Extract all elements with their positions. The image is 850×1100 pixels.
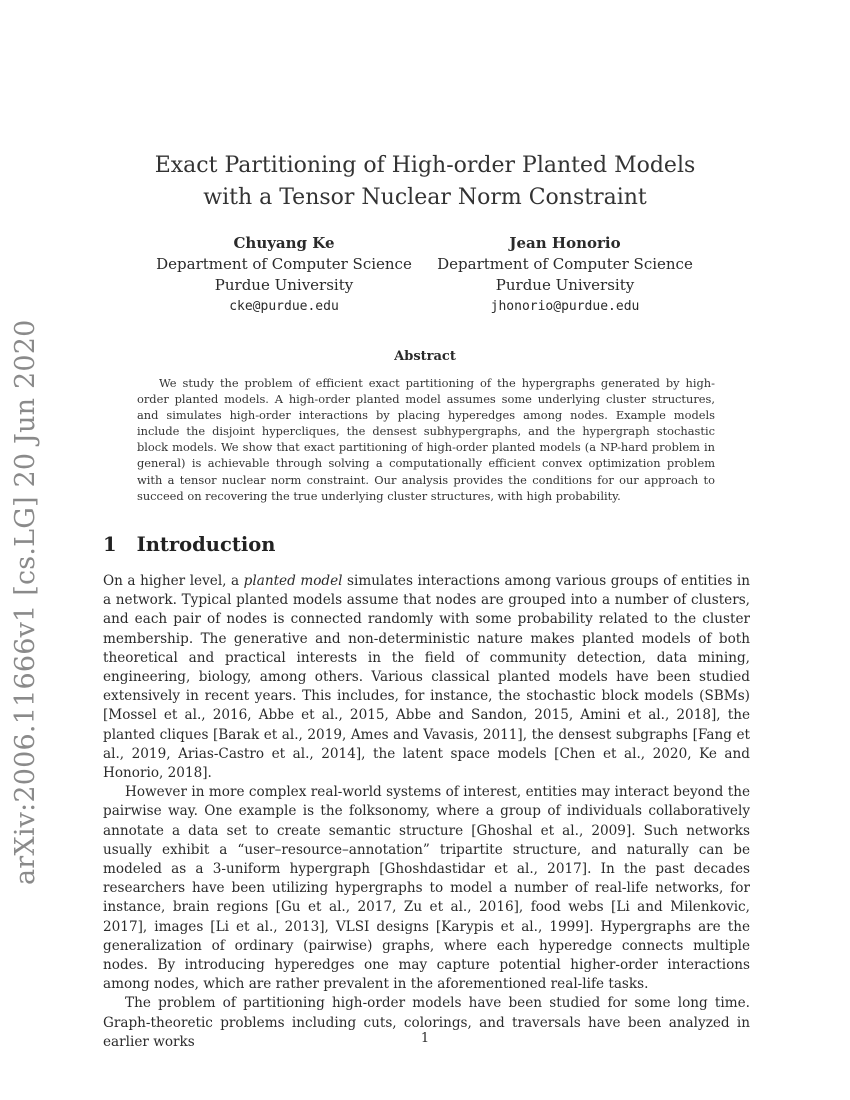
author-block-1 (134, 233, 434, 317)
paragraph-2: However in more complex real-world systems of interest, entities may interact beyond the pairwise way. One example is the folksonomy, where a group of individuals collaboratively annotate a data set to create semantic structure [Ghoshal et al., 2009]. Such networks usually exhibit a “user–resource–annotation” tripartite structure, and naturally can be modeled as a 3-uniform hypergraph [Ghoshdastidar et al., 2017]. In the past decades researchers have been utilizing hypergraphs to model a number of real-life networks, for instance, brain regions [Gu et al., 2017, Zu et al., 2016], food webs [Li and Milenkovic, 2017], images [Li et al., 2013], VLSI designs [Karypis et al., 1999]. Hypergraphs are the generalization of ordinary (pairwise) graphs, where each hyperedge connects multiple nodes. By introducing hyperedges one may capture potential higher-order interactions among nodes, which are rather prevalent in the aforementioned real-life tasks. (103, 784, 750, 993)
page-number: 1 (420, 1031, 430, 1046)
paper-title-line-2: with a Tensor Nuclear Norm Constraint (203, 185, 647, 210)
body-text (103, 572, 750, 1052)
abstract-heading: Abstract (394, 349, 456, 364)
author-department: Department of Computer Science (156, 255, 412, 273)
abstract-body (137, 375, 715, 504)
author-block-2 (415, 233, 715, 317)
author-university: Purdue University (214, 276, 354, 294)
section-title: Introduction (136, 533, 276, 556)
paragraph-1: On a higher level, a planted model simulates interactions among various groups of entities in a network. Typical planted models assume that nodes are grouped into a number of clusters, and each pair of nodes is connected randomly with some probability related to the cluster membership. The generative and non-deterministic nature makes planted models of both theoretical and practical interests in the field of community detection, data mining, engineering, biology, among others. Various classical planted models have been studied extensively in recent years. This includes, for instance, the stochastic block models (SBMs) [Mossel et al., 2016, Abbe et al., 2015, Abbe and Sandon, 2015, Amini et al., 2018], the planted cliques [Barak et al., 2019, Ames and Vavasis, 2011], the densest subgraphs [Fang et al., 2019, Arias-Castro et al., 2014], the latent space models [Chen et al., 2020, Ke and Honorio, 2018]. (103, 573, 750, 782)
paper-title-line-1: Exact Partitioning of High-order Planted Models (154, 153, 696, 178)
section-number: 1 (103, 533, 117, 556)
author-name: Jean Honorio (509, 234, 621, 252)
emphasis-planted-model: planted model (243, 573, 343, 589)
author-email: cke@purdue.edu (229, 299, 339, 314)
paragraph-3: The problem of partitioning high-order models have been studied for some long time. Graph-theoretic problems including cuts, colorings, and traversals have been analyzed in earlier works (103, 995, 750, 1050)
author-email: jhonorio@purdue.edu (490, 299, 640, 314)
section-heading (103, 533, 275, 556)
author-university: Purdue University (495, 276, 635, 294)
arxiv-identifier: arXiv:2006.11666v1 [cs.LG] 20 Jun 2020 (10, 319, 41, 885)
author-department: Department of Computer Science (437, 255, 693, 273)
author-name: Chuyang Ke (233, 234, 335, 252)
abstract-text: We study the problem of efficient exact partitioning of the hypergraphs generated by high-order planted models. A high-order planted model assumes some underlying cluster structures, and simulates high-order interactions by placing hyperedges among nodes. Example models include the disjoint hypercliques, the densest subhypergraphs, and the hypergraph stochastic block models. We show that exact partitioning of high-order planted models (a NP-hard problem in general) is achievable through solving a computationally efficient convex optimization problem with a tensor nuclear norm constraint. Our analysis provides the conditions for our approach to succeed on recovering the true underlying cluster structures, with high probability. (137, 376, 715, 503)
